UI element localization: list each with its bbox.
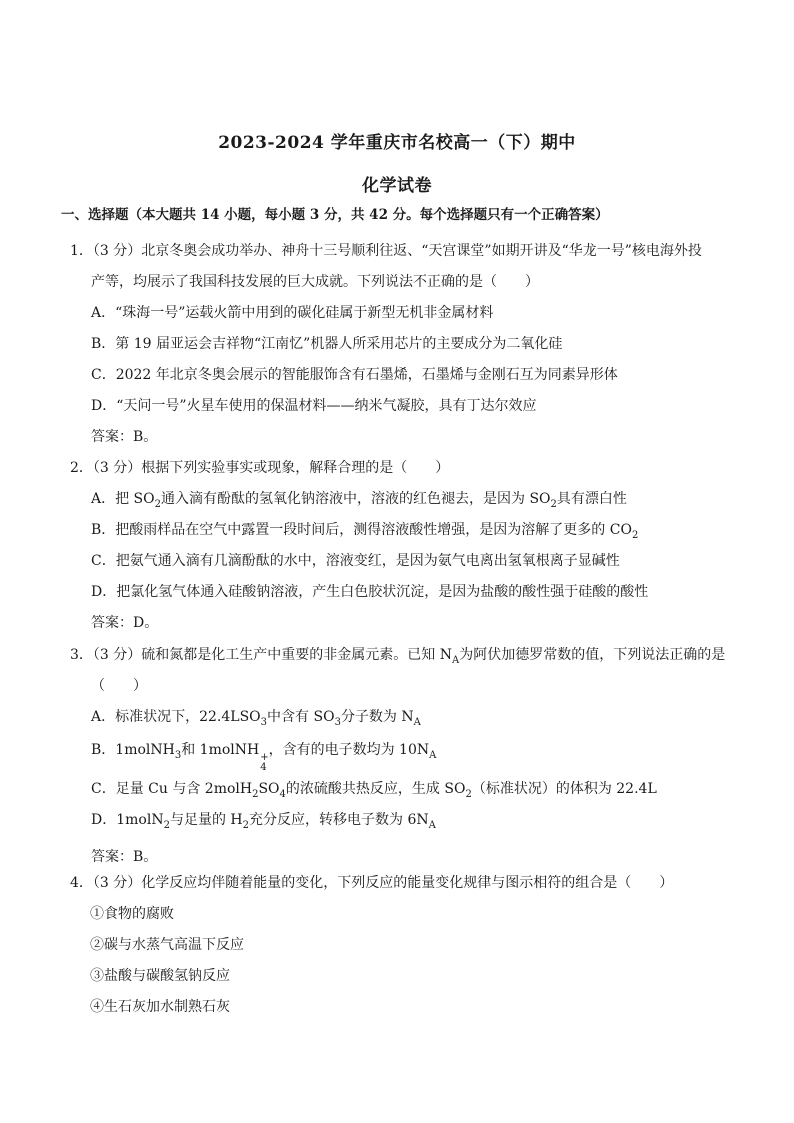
question-3-answer: 答案：B。 [91,849,158,865]
page-title: 2023-2024 学年重庆市名校高一（下）期中 [218,133,576,153]
question-4-item-4: ④生石灰加水制熟石灰 [90,999,230,1015]
question-2-option-a: A．把 $SO_2$通入滴有酚酞的氢氧化钠溶液中，溶液的红色褪去，是因为 $SO_2$具有漂白性 [91,491,627,510]
question-4-item-3: ③盐酸与碳酸氢钠反应 [90,968,230,984]
question-1-option-d: D．“天问一号”火星车使用的保温材料——纳米气凝胶，具有丁达尔效应 [91,398,537,414]
question-1-option-b: B．第 19 届亚运会吉祥物“江南忆”机器人所采用芯片的主要成分为二氧化硅 [91,336,563,352]
question-4-item-1: ①食物的腐败 [90,906,174,922]
question-3-option-b: B．1molNH$_3$和 1molNH + 4 ，含有的电子数均为 $10N_A$ [91,742,437,773]
question-1-stem: 1．（3 分）北京冬奥会成功举办、神舟十三号顺利往返、“天宫课堂”如期开讲及“华龙一号”核电海外投 [70,243,702,259]
page-subtitle: 化学试卷 [362,176,432,196]
question-1-answer: 答案：B。 [91,429,158,445]
question-3-option-d: D．1molN$_2$与足量的 $H_2$充分反应，转移电子数为 $6N_A$ [91,812,436,831]
question-2-answer: 答案：D。 [91,615,159,631]
question-1-stem-cont: 产等，均展示了我国科技发展的巨大成就。下列说法不正确的是（ ） [91,274,539,290]
question-3-stem-cont: （ ） [91,678,147,694]
question-3-option-c: C．足量 Cu 与含 $2molH_2SO_4$的浓硫酸共热反应，生成 $SO_2$（标准状况）的体积为 22.4L [91,781,657,800]
question-2-option-b: B．把酸雨样品在空气中露置一段时间后，测得溶液酸性增强，是因为溶解了更多的 $CO_2$ [91,522,639,541]
section-heading: 一、选择题（本大题共 14 小题，每小题 3 分，共 42 分。每个选择题只有一个正确答案） [61,207,609,223]
question-3-stem: 3．（3 分）硫和氮都是化工生产中重要的非金属元素。已知 $N_A$为阿伏加德罗常数的值，下列说法正确的是 [70,647,726,666]
question-3-option-a: A．标准状况下，$22.4LSO_3$中含有 $SO_3$分子数为 $N_A$ [91,709,421,728]
ammonium-charge-stack: + 4 [260,752,269,773]
question-4-item-2: ②碳与水蒸气高温下反应 [90,937,244,953]
question-2-option-c: C．把氨气通入滴有几滴酚酞的水中，溶液变红，是因为氨气电离出氢氧根离子显碱性 [91,553,620,569]
question-2-option-d: D．把氯化氢气体通入硅酸钠溶液，产生白色胶状沉淀，是因为盐酸的酸性强于硅酸的酸性 [91,584,649,600]
question-4-stem: 4．（3 分）化学反应均伴随着能量的变化，下列反应的能量变化规律与图示相符的组合是（ ） [70,875,674,891]
question-1-option-c: C．2022 年北京冬奥会展示的智能服饰含有石墨烯，石墨烯与金刚石互为同素异形体 [91,367,618,383]
question-1-option-a: A．“珠海一号”运载火箭中用到的碳化硅属于新型无机非金属材料 [91,305,494,321]
question-2-stem: 2．（3 分）根据下列实验事实或现象，解释合理的是（ ） [70,460,450,476]
